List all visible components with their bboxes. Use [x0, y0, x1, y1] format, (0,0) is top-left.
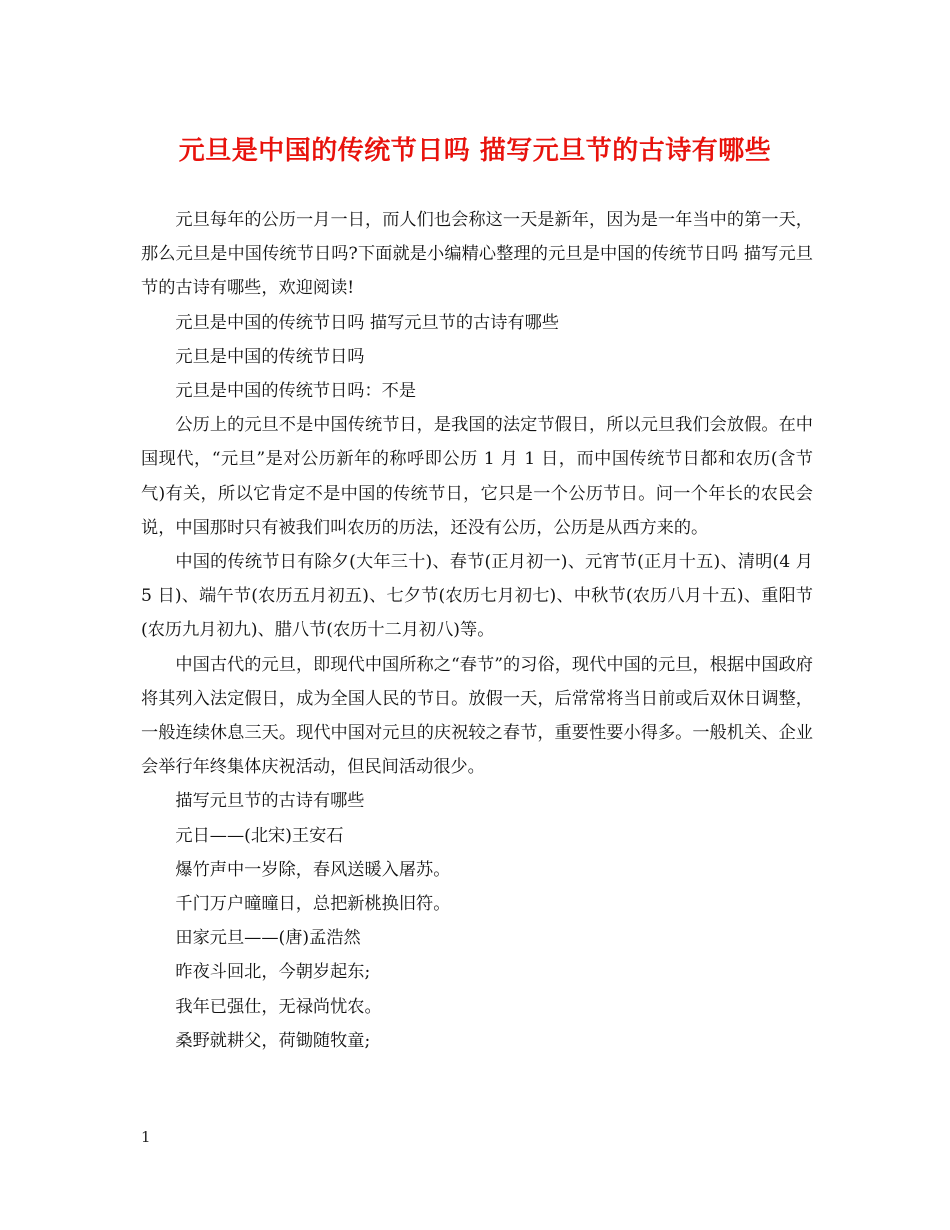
poem-line: 昨夜斗回北，今朝岁起东;: [175, 962, 371, 983]
body-paragraph: 元旦是中国的传统节日吗：不是: [175, 381, 417, 402]
document-body: [141, 203, 813, 1058]
poem-line: 爆竹声中一岁除，春风送暖入屠苏。: [175, 859, 451, 880]
poem-title: 田家元旦——(唐)孟浩然: [175, 928, 361, 949]
body-paragraph: 公历上的元旦不是中国传统节日，是我国的法定节假日，所以元旦我们会放假。在中国现代，“元旦”是对公历新年的称呼即公历 1 月 1 日，而中国传统节日都和农历(含节气)有关，所以它肯定不是中国的传统节日，它只是一个公历节日。问一个年长的农民会说，中国那时只有被我们叫农历的历法，还没有公历，公历是从西方来的。: [141, 415, 813, 538]
poem-line: 桑野就耕父，荷锄随牧童;: [175, 1030, 371, 1051]
poem-line: 千门万户曈曈日，总把新桃换旧符。: [175, 894, 451, 915]
section-heading: 描写元旦节的古诗有哪些: [175, 791, 365, 812]
poem-title: 元日——(北宋)王安石: [175, 825, 344, 846]
document-title: 元旦是中国的传统节日吗 描写元旦节的古诗有哪些: [178, 136, 772, 166]
poem-line: 我年已强仕，无禄尚忧农。: [175, 996, 382, 1017]
body-paragraph: 元旦是中国的传统节日吗: [175, 346, 365, 367]
body-paragraph: 中国的传统节日有除夕(大年三十)、春节(正月初一)、元宵节(正月十五)、清明(4 月 5 日)、端午节(农历五月初五)、七夕节(农历七月初七)、中秋节(农历八月十五)、重阳节(农历九月初九)、腊八节(农历十二月初八)等。: [141, 552, 813, 641]
page-number: 1: [141, 1128, 151, 1146]
body-paragraph: 中国古代的元旦，即现代中国所称之“春节”的习俗，现代中国的元旦，根据中国政府将其列入法定假日，成为全国人民的节日。放假一天，后常常将当日前或后双休日调整，一般连续休息三天。现代中国对元旦的庆祝较之春节，重要性要小得多。一般机关、企业会举行年终集体庆祝活动，但民间活动很少。: [141, 654, 813, 778]
body-paragraph: 元旦每年的公历一月一日，而人们也会称这一天是新年，因为是一年当中的第一天，那么元旦是中国传统节日吗?下面就是小编精心整理的元旦是中国的传统节日吗 描写元旦节的古诗有哪些，欢迎阅读!: [141, 210, 813, 299]
body-paragraph: 元旦是中国的传统节日吗 描写元旦节的古诗有哪些: [175, 312, 559, 333]
